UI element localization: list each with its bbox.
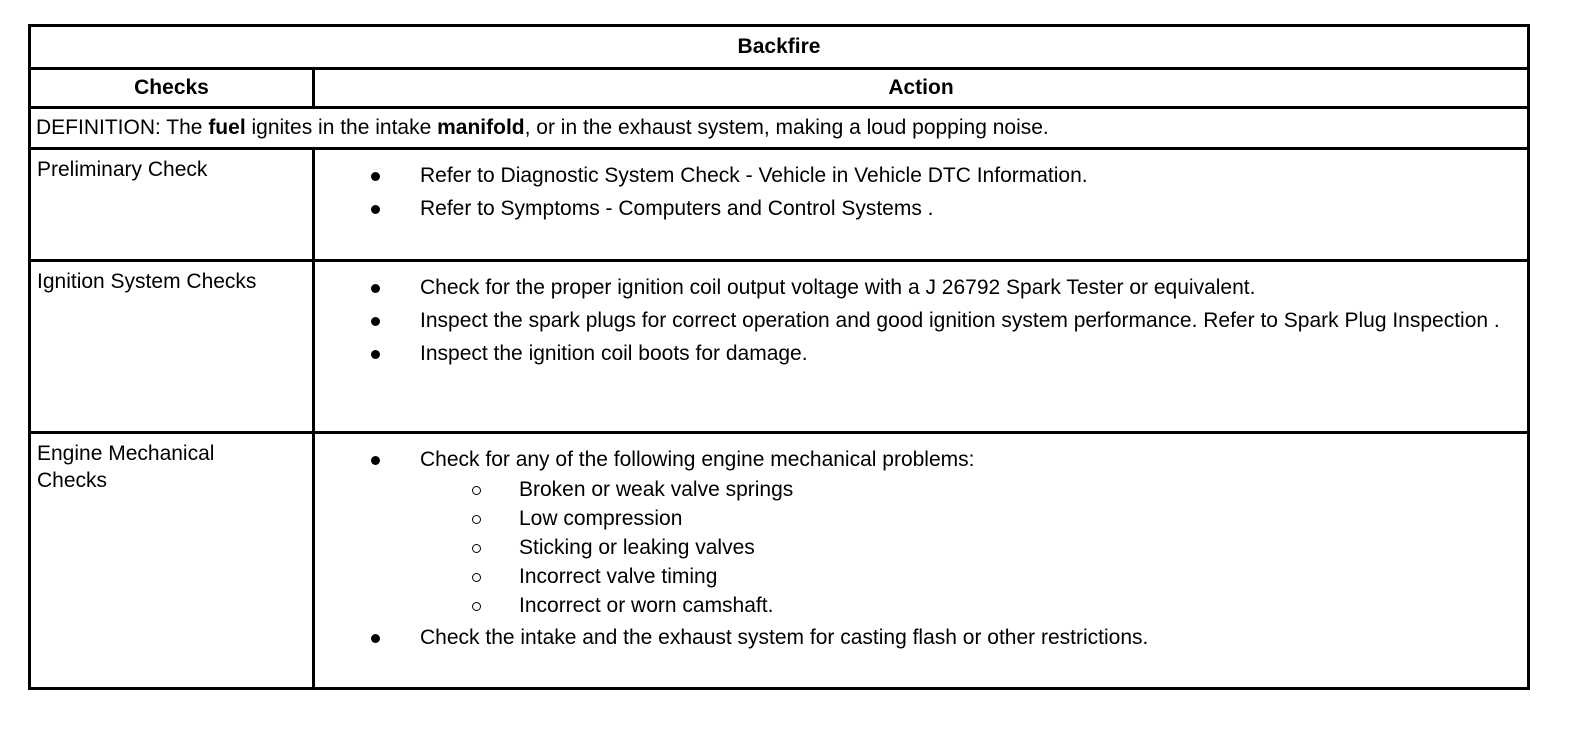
table-title: Backfire — [30, 26, 1529, 69]
column-header-checks: Checks — [30, 69, 314, 108]
action-cell — [314, 433, 1529, 689]
bullet-icon — [371, 205, 380, 214]
table-row-ignition-system-checks — [30, 261, 1529, 433]
table-row-preliminary-check — [30, 149, 1529, 261]
list-item — [335, 162, 1507, 189]
sub-list-item — [420, 475, 1507, 504]
definition-bold-manifold: manifold — [437, 116, 525, 139]
bullet-icon — [371, 284, 380, 293]
check-label: Ignition System Checks — [30, 261, 314, 433]
list-item — [335, 195, 1507, 222]
sub-list-item — [420, 562, 1507, 591]
action-list — [335, 274, 1507, 367]
definition-row — [30, 108, 1529, 149]
sub-action-text: Sticking or leaking valves — [519, 536, 755, 559]
bullet-icon — [371, 350, 380, 359]
action-text: Refer to Symptoms - Computers and Control Systems . — [420, 197, 934, 220]
list-item — [335, 274, 1507, 301]
circle-bullet-icon — [472, 544, 481, 553]
action-text: Check for the proper ignition coil output voltage with a J 26792 Spark Tester or equivalent. — [420, 276, 1256, 299]
bullet-icon — [371, 456, 380, 465]
action-text: Check for any of the following engine mechanical problems: — [420, 448, 975, 471]
circle-bullet-icon — [472, 515, 481, 524]
definition-bold-fuel: fuel — [208, 116, 246, 139]
definition-middle: ignites in the intake — [245, 116, 438, 139]
check-label: Engine Mechanical Checks — [30, 433, 314, 689]
sub-action-list — [420, 475, 1507, 620]
list-item — [335, 446, 1507, 620]
sub-list-item — [420, 504, 1507, 533]
action-cell — [314, 149, 1529, 261]
column-header-action: Action — [314, 69, 1529, 108]
definition-suffix: , or in the exhaust system, making a loud popping noise. — [524, 116, 1049, 139]
list-item — [335, 340, 1507, 367]
action-cell — [314, 261, 1529, 433]
action-text: Check the intake and the exhaust system for casting flash or other restrictions. — [420, 626, 1149, 649]
action-text: Inspect the spark plugs for correct operation and good ignition system performance. Refer to Spark Plug Inspection . — [420, 309, 1500, 332]
sub-action-text: Incorrect valve timing — [519, 565, 718, 588]
action-list — [335, 162, 1507, 222]
backfire-diagnostic-table — [28, 24, 1530, 690]
sub-list-item — [420, 533, 1507, 562]
list-item — [335, 307, 1507, 334]
sub-action-text: Broken or weak valve springs — [519, 478, 794, 501]
definition-prefix: DEFINITION: The — [36, 116, 209, 139]
table-row-engine-mechanical-checks — [30, 433, 1529, 689]
sub-list-item — [420, 591, 1507, 620]
action-text: Refer to Diagnostic System Check - Vehicle in Vehicle DTC Information. — [420, 164, 1088, 187]
circle-bullet-icon — [472, 573, 481, 582]
sub-action-text: Incorrect or worn camshaft. — [519, 594, 774, 617]
circle-bullet-icon — [472, 486, 481, 495]
check-label: Preliminary Check — [30, 149, 314, 261]
list-item — [335, 624, 1507, 651]
sub-action-text: Low compression — [519, 507, 683, 530]
bullet-icon — [371, 317, 380, 326]
action-text: Inspect the ignition coil boots for damage. — [420, 342, 808, 365]
circle-bullet-icon — [472, 602, 481, 611]
action-list — [335, 446, 1507, 651]
bullet-icon — [371, 172, 380, 181]
bullet-icon — [371, 634, 380, 643]
